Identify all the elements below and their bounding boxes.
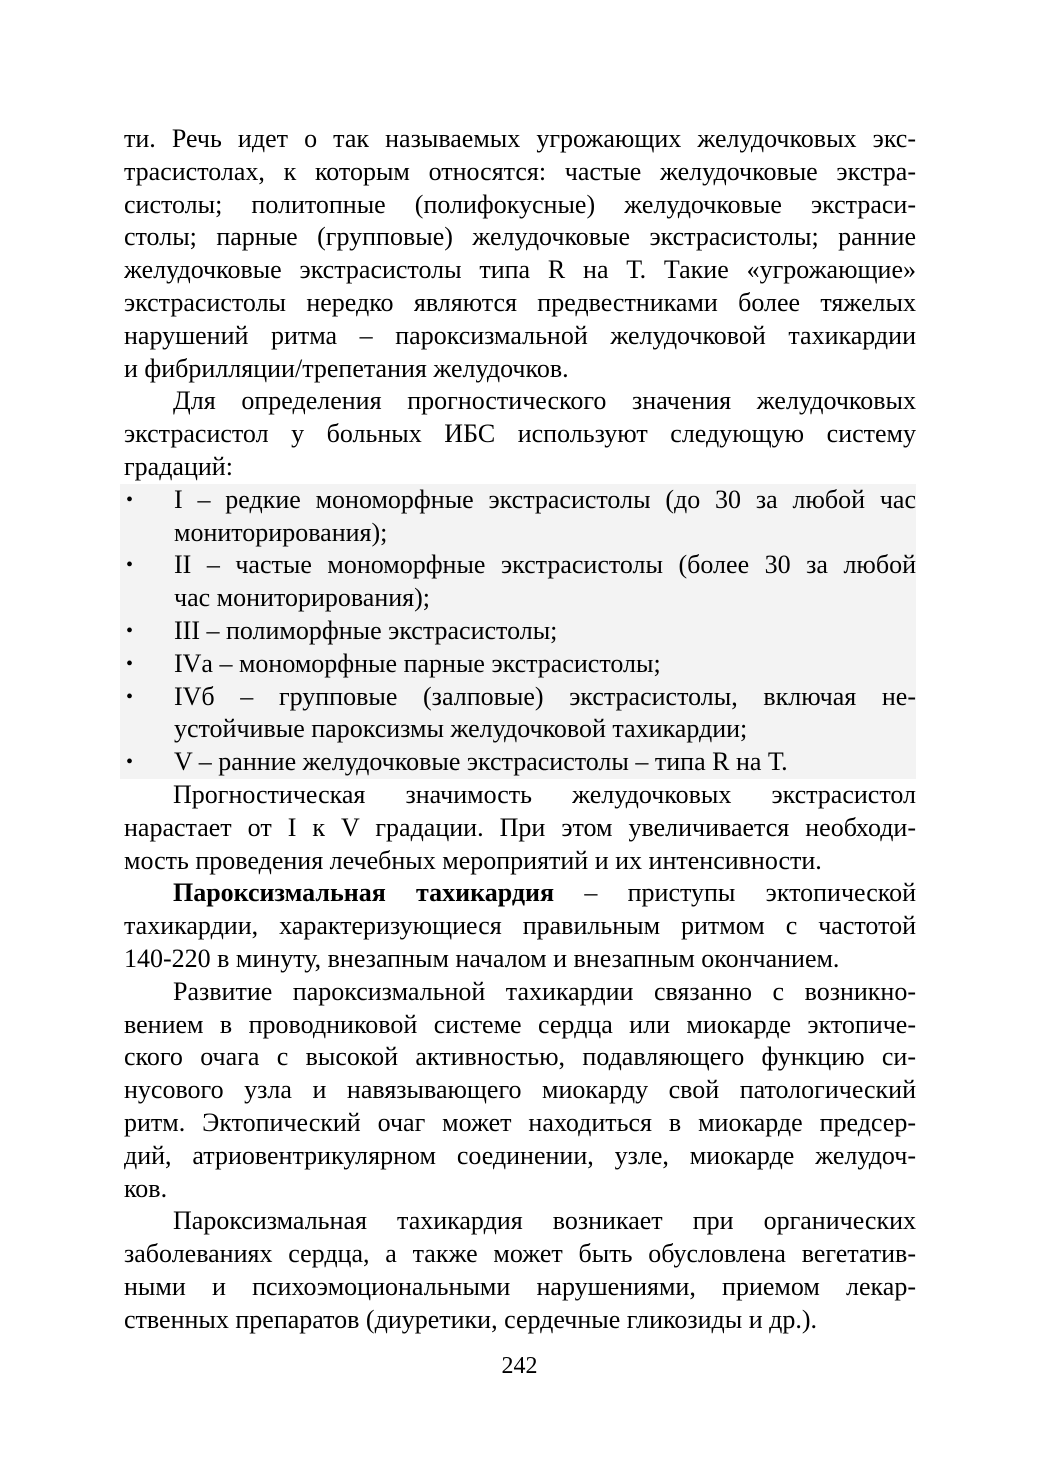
text-line: трасистолах, к которым относятся: частые желудочковые экстра-	[124, 156, 916, 186]
paragraph-paroxysmal-definition	[124, 877, 916, 975]
bullet-icon: •	[126, 652, 134, 675]
text-line: дий, атриовентрикулярном соединении, узле, миокарде желудоч-	[124, 1140, 916, 1170]
bullet-icon: •	[126, 619, 134, 642]
text-line: ными и психоэмоциональными нарушениями, приемом лекар-	[124, 1271, 916, 1301]
text-line: желудочковые экстрасистолы типа R на Т. Такие «угрожающие»	[124, 255, 916, 285]
bullet-icon: •	[126, 488, 134, 511]
text-line: тахикардии, характеризующиеся правильным ритмом с частотой	[124, 911, 916, 941]
text-line: ритм. Эктопический очаг может находиться в миокарде предсер-	[124, 1107, 916, 1137]
text-line	[124, 877, 916, 910]
text-line: ственных препаратов (диуретики, сердечные гликозиды и др.).	[124, 1304, 817, 1334]
list-item	[124, 484, 916, 550]
bullet-icon: •	[126, 685, 134, 708]
text-line: II – частые мономорфные экстрасистолы (более 30 за любой	[174, 550, 916, 580]
paragraph-threatening-extrasystoles	[124, 123, 916, 385]
text-line: ти. Речь идет о так называемых угрожающих желудочковых экс-	[124, 124, 916, 153]
paragraph-prognostic-significance	[124, 779, 916, 877]
text-line: нарастает от I к V градации. При этом увеличивается необходи-	[124, 812, 916, 842]
text-line: столы; парные (групповые) желудочковые экстрасистолы; ранние	[124, 222, 916, 252]
text-line: устойчивые пароксизмы желудочковой тахикардии;	[174, 714, 748, 744]
gradation-list	[120, 484, 916, 779]
text-line: мость проведения лечебных мероприятий и их интенсивности.	[124, 845, 822, 875]
text-line: ков.	[124, 1173, 168, 1203]
text-line: IVб – групповые (залповые) экстрасистолы, включая не-	[174, 681, 916, 711]
list-item	[124, 648, 916, 681]
list-item	[124, 746, 916, 779]
definition-text: – приступы эктопической	[554, 878, 916, 908]
text-line: мониторирования);	[174, 517, 388, 547]
text-line: 140-220 в минуту, внезапным началом и внезапным окончанием.	[124, 943, 840, 973]
text-line: час мониторирования);	[174, 583, 431, 613]
page-number: 242	[501, 1353, 538, 1379]
text-line: III – полиморфные экстрасистолы;	[174, 615, 558, 645]
text-line: Пароксизмальная тахикардия возникает при органических	[173, 1206, 916, 1236]
list-item	[124, 549, 916, 615]
text-line: V – ранние желудочковые экстрасистолы – типа R на Т.	[174, 747, 788, 777]
text-line: и фибрилляции/трепетания желудочков.	[124, 353, 569, 383]
text-line: Развитие пароксизмальной тахикардии связанно с возникно-	[173, 976, 916, 1006]
paragraph-causes	[124, 1205, 916, 1336]
page-body	[124, 123, 916, 1336]
term-paroxysmal-tachycardia: Пароксизмальная тахикардия	[173, 878, 555, 908]
paragraph-pathogenesis	[124, 976, 916, 1206]
text-line: вением в проводниковой системе сердца или миокарде эктопиче-	[124, 1009, 916, 1039]
list-item	[124, 681, 916, 747]
text-line: нарушений ритма – пароксизмальной желудочковой тахикардии	[124, 320, 916, 350]
text-line: экстрасистол у больных ИБС используют следующую систему	[124, 419, 916, 449]
text-line: I – редкие мономорфные экстрасистолы (до 30 за любой час	[174, 484, 916, 514]
paragraph-gradation-intro	[124, 385, 916, 483]
text-line: ского очага с высокой активностью, подавляющего функцию си-	[124, 1042, 916, 1072]
text-line: градаций:	[124, 451, 233, 481]
bullet-icon: •	[126, 751, 134, 774]
text-line: Для определения прогностического значения желудочковых	[173, 386, 916, 416]
text-line: нусового узла и навязывающего миокарду свой патологический	[124, 1075, 916, 1105]
text-line: экстрасистолы нередко являются предвестниками более тяжелых	[124, 287, 916, 317]
list-item	[124, 615, 916, 648]
text-line: систолы; политопные (полифокусные) желудочковые экстраси-	[124, 189, 916, 219]
text-line: IVа – мономорфные парные экстрасистолы;	[174, 648, 661, 678]
bullet-icon: •	[126, 554, 134, 577]
text-line: заболеваниях сердца, а также может быть обусловлена вегетатив-	[124, 1239, 916, 1269]
text-line: Прогностическая значимость желудочковых экстрасистол	[173, 779, 916, 809]
